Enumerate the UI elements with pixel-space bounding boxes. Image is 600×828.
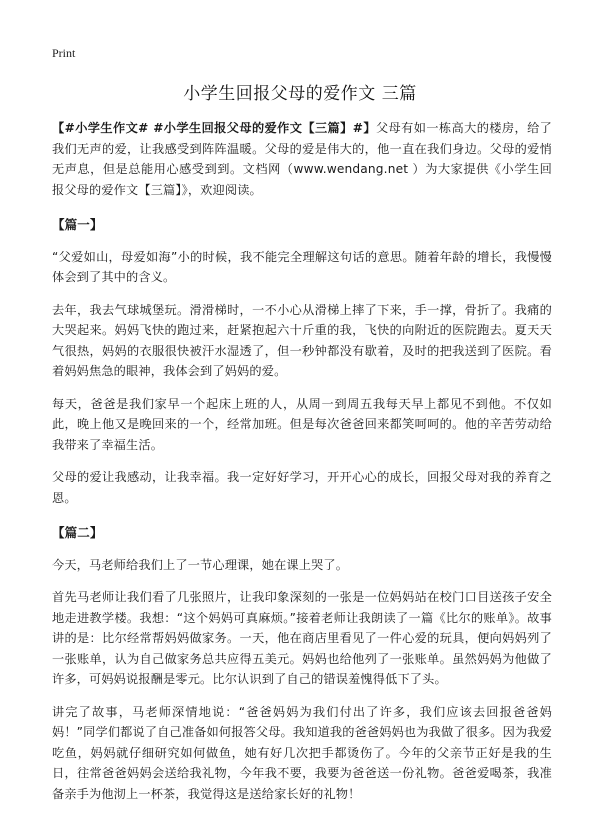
section-heading: 【篇一】 [52, 217, 103, 232]
article-body [52, 118, 552, 816]
article-title: 小学生回报父母的爱作文 三篇 [183, 84, 417, 104]
paragraph: “父爱如山，母爱如海”小的时候，我不能完全理解这句话的意思。随着年龄的增长，我慢慢体会到了其中的含义。 [52, 249, 552, 284]
paragraph: 每天，爸爸是我们家早一个起床上班的人，从周一到周五我每天早上都见不到他。不仅如此，晚上他又是晚回来的一个，经常加班。但是每次爸爸回来都笑呵呵的。他的辛苦劳动给我带来了幸福生活。 [52, 396, 552, 452]
paragraph: 讲完了故事，马老师深情地说：“爸爸妈妈为我们付出了许多，我们应该去回报爸爸妈妈！”同学们都说了自己准备如何报答父母。我知道我的爸爸妈妈也为我做了很多。因为我爱吃鱼，妈妈就仔细研究如何做鱼，她有好几次把手都烫伤了。今年的父亲节正好是我的生日，往常爸爸妈妈会送给我礼物，今年我不要，我要为爸爸送一份礼物。爸爸爱喝茶，我准备亲手为他沏上一杯茶，我觉得这是送给家长好的礼物！ [52, 704, 552, 801]
print-link[interactable]: Print [52, 46, 76, 60]
paragraph: 去年，我去气球城堡玩。滑滑梯时，一不小心从滑梯上摔了下来，手一撑，骨折了。我痛的大哭起来。妈妈飞快的跑过来，赶紧抱起六十斤重的我，飞快的向附近的医院跑去。夏天天气很热，妈妈的衣服很快被汗水湿透了，但一秒钟都没有歇着，及时的把我送到了医院。看着妈妈焦急的眼神，我体会到了妈妈的爱。 [52, 302, 552, 378]
paragraph: 父母的爱让我感动，让我幸福。我一定好好学习，开开心心的成长，回报父母对我的养育之恩。 [52, 470, 552, 505]
intro-paragraph [52, 118, 552, 200]
paragraph: 今天，马老师给我们上了一节心理课，她在课上哭了。 [52, 557, 349, 572]
intro-tags: 【#小学生作文# #小学生回报父母的爱作文【三篇】#】 [52, 121, 376, 135]
intro-text: 父母有如一栋高大的楼房，给了我们无声的爱，让我感受到阵阵温暖。父母的爱是伟大的，他一直在我们身边。父母的爱悄无声息，但是总能用心感受到到。文档网（www.wendang.net ）为大家提供《小学生回报父母的爱作文【三篇】》，欢迎阅读。 [52, 121, 552, 197]
section-heading: 【篇二】 [52, 525, 103, 540]
paragraph: 首先马老师让我们看了几张照片，让我印象深刻的一张是一位妈妈站在校门口目送孩子安全地走进教学楼。我想：“这个妈妈可真麻烦。”接着老师让我朗读了一篇《比尔的账单》。故事讲的是：比尔经常帮妈妈做家务。一天，他在商店里看见了一件心爱的玩具，便向妈妈列了一张账单，认为自己做家务总共应得五美元。妈妈也给他列了一张账单。虽然妈妈为他做了许多，可妈妈说报酬是零元。比尔认识到了自己的错误羞愧得低下了头。 [52, 590, 552, 686]
